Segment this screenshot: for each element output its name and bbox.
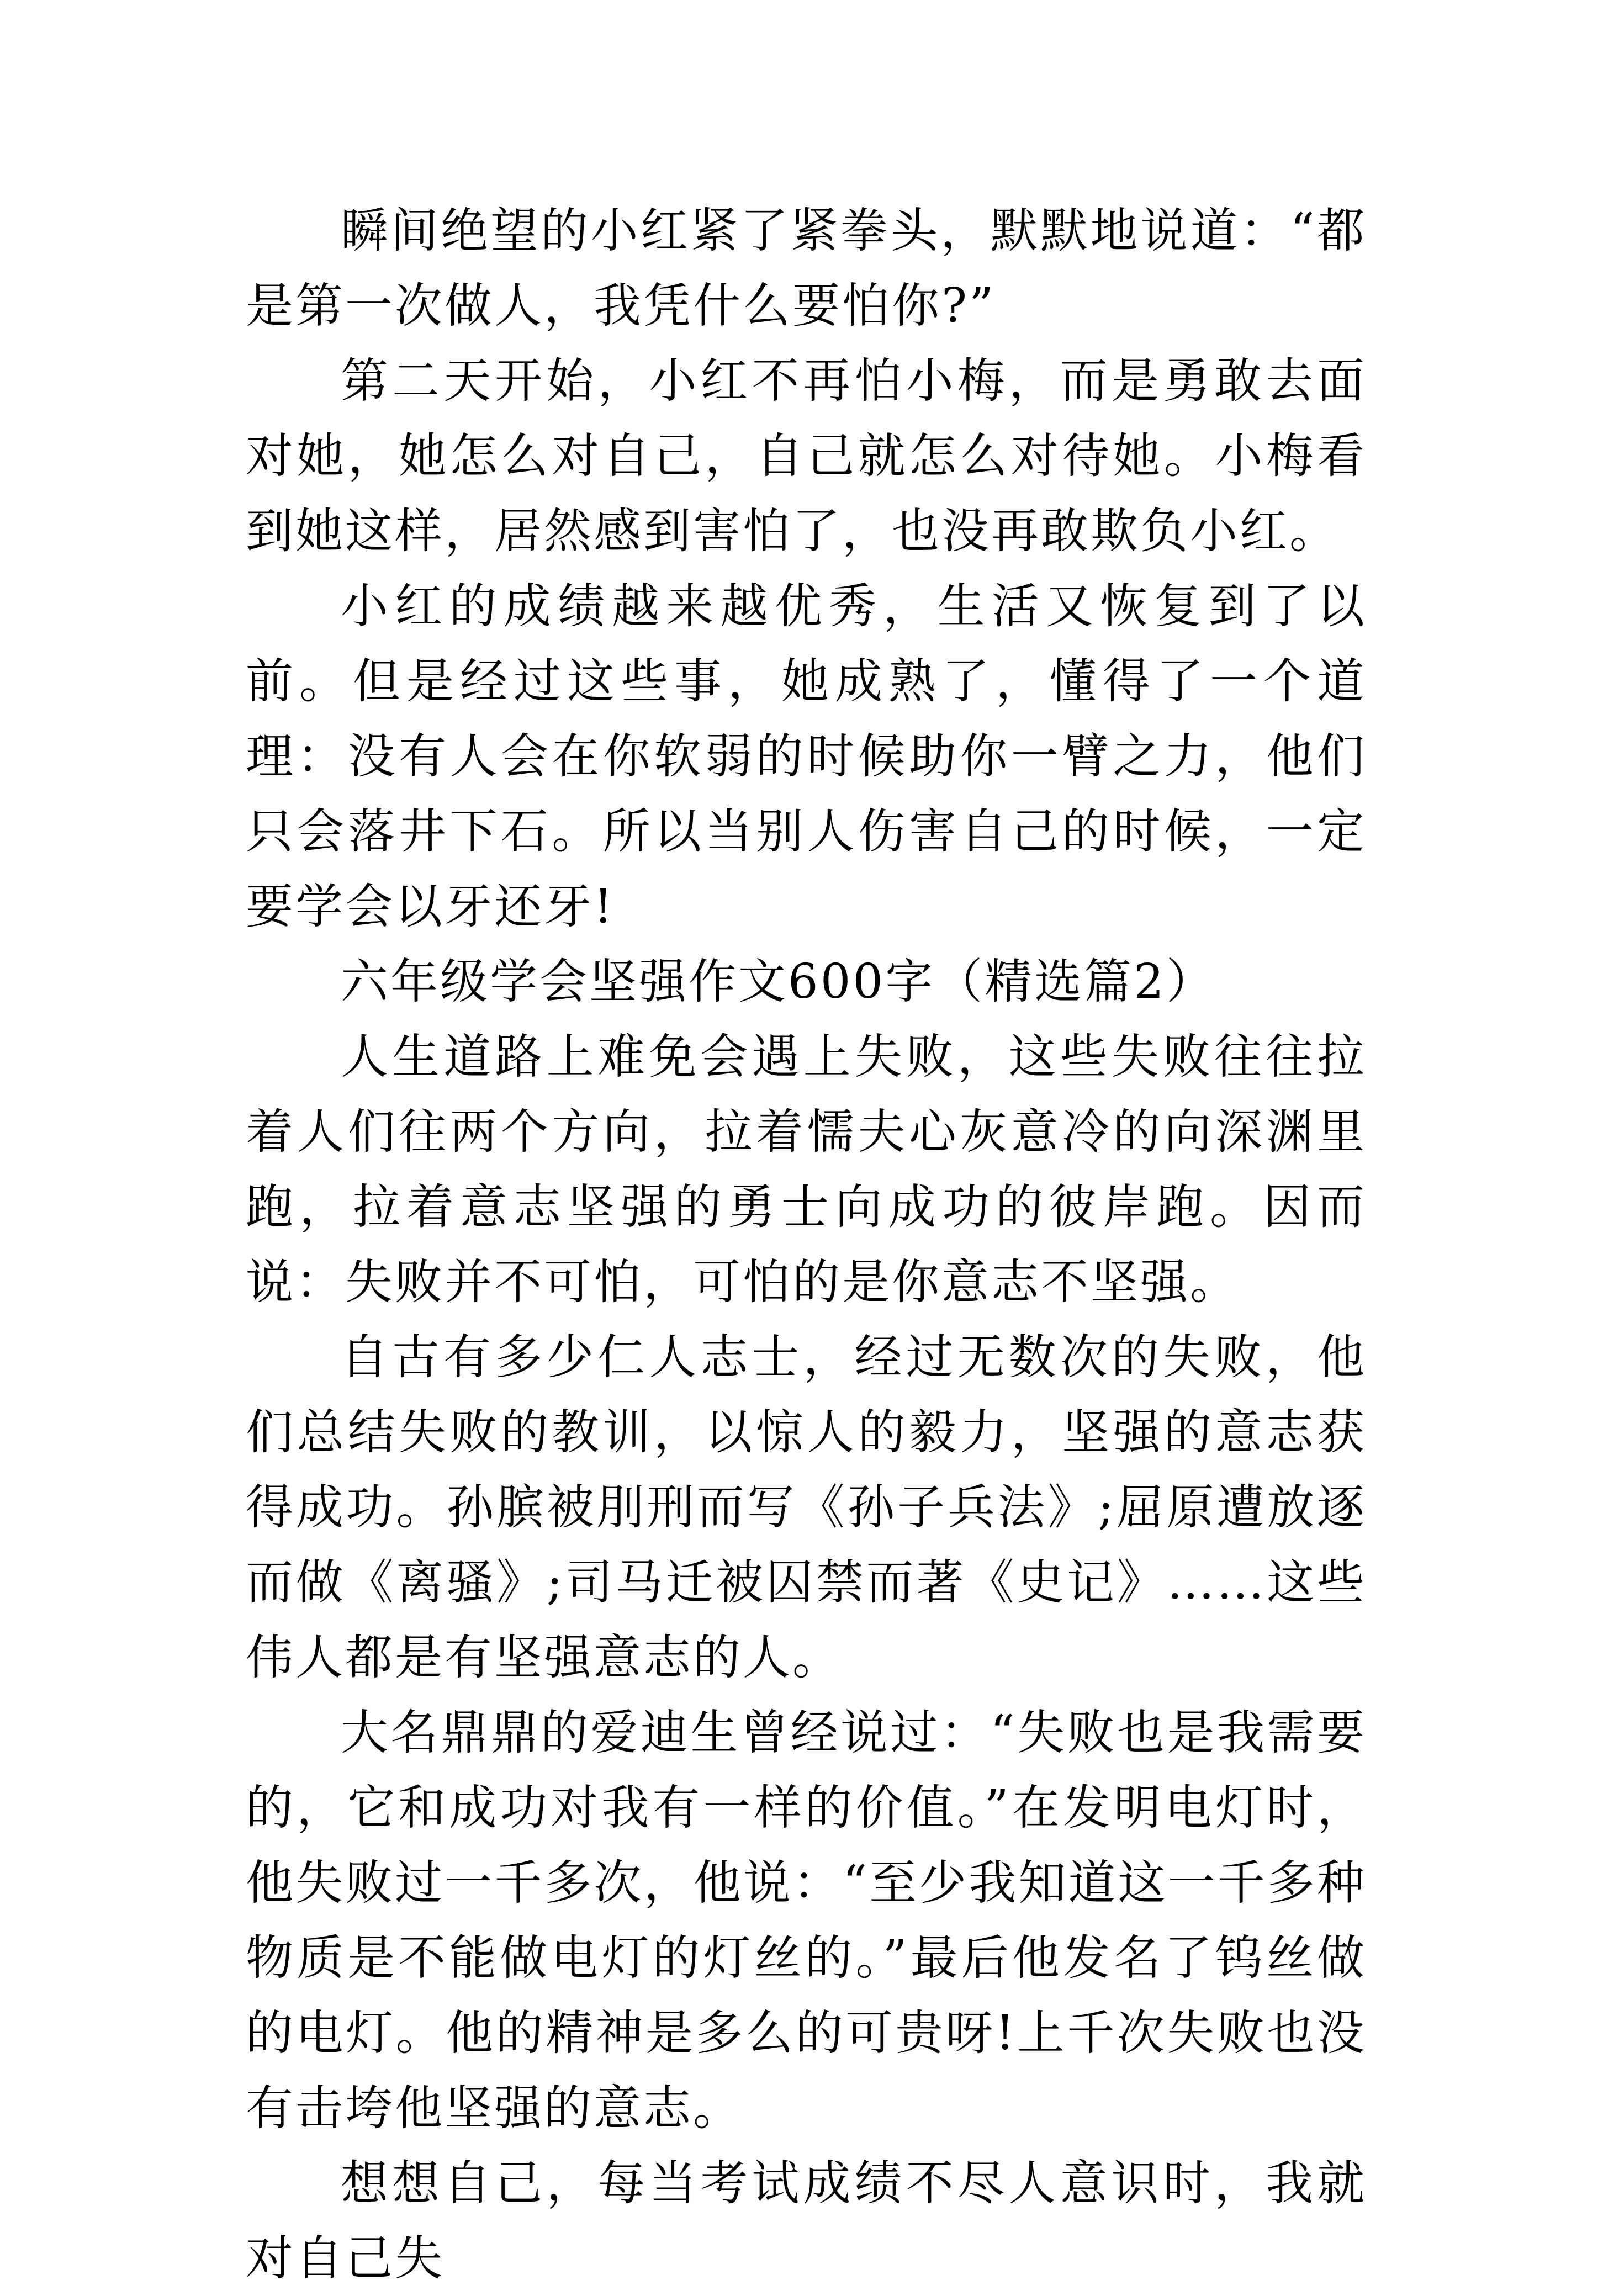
paragraph: 小红的成绩越来越优秀，生活又恢复到了以前。但是经过这些事，她成熟了，懂得了一个道理：没有人会在你软弱的时候助你一臂之力，他们只会落井下石。所以当别人伤害自己的时候，一定要学会以牙还牙! [246,579,1367,934]
paragraph: 第二天开始，小红不再怕小梅，而是勇敢去面对她，她怎么对自己，自己就怎么对待她。小梅看到她这样，居然感到害怕了，也没再敢欺负小红。 [246,353,1367,559]
paragraph: 瞬间绝望的小红紧了紧拳头，默默地说道：“都是第一次做人，我凭什么要怕你?” [246,203,1367,334]
paragraph: 自古有多少仁人志士，经过无数次的失败，他们总结失败的教训，以惊人的毅力，坚强的意志获得成功。孙膑被刖刑而写《孙子兵法》;屈原遭放逐而做《离骚》;司马迁被囚禁而著《史记》……这些伟人都是有坚强意志的人。 [246,1330,1367,1685]
section-heading: 六年级学会坚强作文600字（精选篇2） [341,954,1216,1009]
document-body [246,193,1367,2296]
paragraph: 想想自己，每当考试成绩不尽人意识时，我就对自己失 [246,2156,1367,2286]
paragraph: 人生道路上难免会遇上失败，这些失败往往拉着人们往两个方向，拉着懦夫心灰意冷的向深渊里跑，拉着意志坚强的勇士向成功的彼岸跑。因而说：失败并不可怕，可怕的是你意志不坚强。 [246,1029,1367,1310]
paragraph: 大名鼎鼎的爱迪生曾经说过：“失败也是我需要的，它和成功对我有一样的价值。”在发明电灯时，他失败过一千多次，他说：“至少我知道这一千多种物质是不能做电灯的灯丝的。”最后他发名了钨丝做的电灯。他的精神是多么的可贵呀!上千次失败也没有击垮他坚强的意志。 [246,1705,1367,2136]
